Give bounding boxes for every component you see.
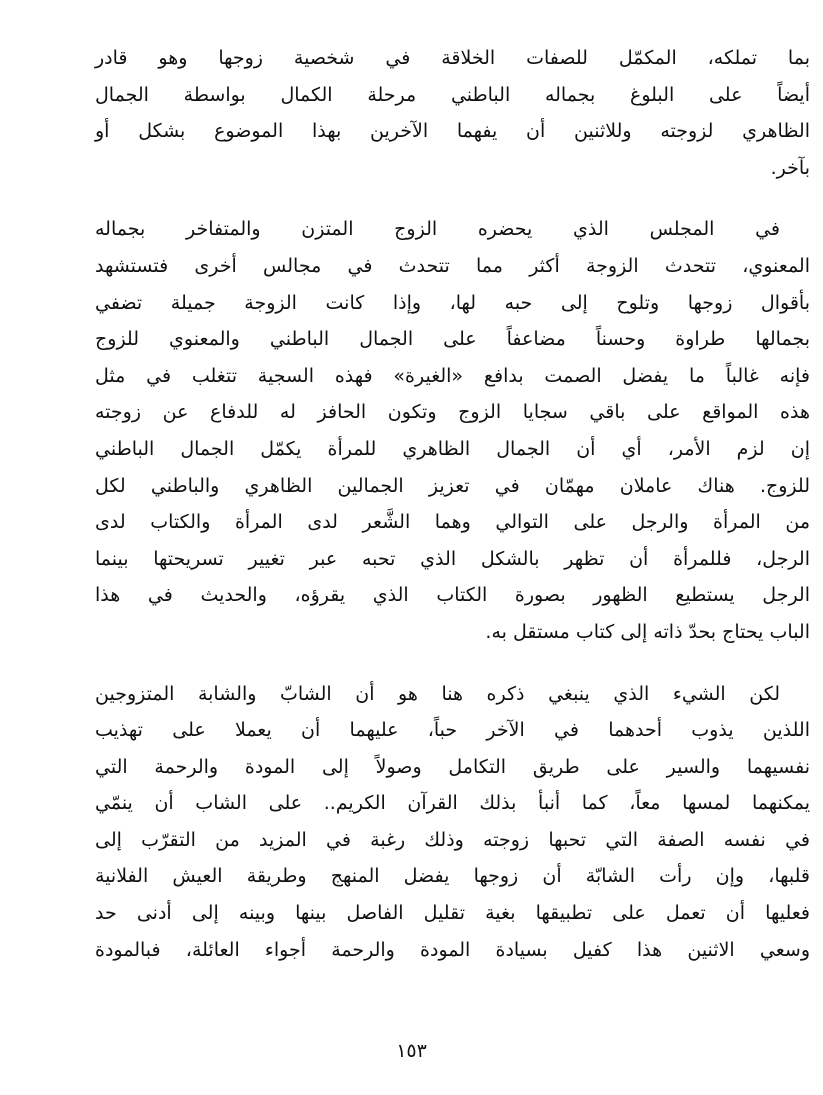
text-line: المعنوي، تتحدث الزوجة أكثر مما تتحدث في مجالس أخرى فتستشهد (95, 254, 810, 277)
text-line: من المرأة والرجل على التوالي وهما الشَّعر لدى المرأة والكتاب لدى (95, 511, 810, 534)
paragraph (95, 40, 810, 186)
text-line: هذه المواقع على باقي سجايا الزوج وتكون الحافز له للدفاع عن زوجته (95, 401, 810, 424)
text-line: الباب يحتاج بحدّ ذاته إلى كتاب مستقل به. (485, 620, 810, 643)
text-line: نفسيهما والسير على طريق التكامل وصولاً إلى المودة والرحمة التي (95, 755, 810, 778)
text-line: بجمالها طراوة وحسناً مضاعفاً على الجمال الباطني والمعنوي للزوج (95, 328, 810, 351)
text-line: لكن الشيء الذي ينبغي ذكره هنا هو أن الشابّ والشابة المتزوجين (95, 682, 780, 705)
text-line: فإنه غالباً ما يفضل الصمت بدافع «الغيرة» فهذه السجية تتغلب في مثل (95, 364, 810, 387)
text-line: الرجل يستطيع الظهور بصورة الكتاب الذي يقرؤه، والحديث في هذا (95, 584, 810, 607)
text-line: أيضاً على البلوغ بجماله الباطني مرحلة الكمال بواسطة الجمال (95, 83, 810, 106)
page-body (95, 40, 810, 993)
text-line: يمكنهما لمسها معاً، كما أنبأ بذلك القرآن الكريم.. على الشاب أن ينمّي (95, 792, 810, 815)
text-line: في نفسه الصفة التي تحبها زوجته وذلك رغبة في المزيد من التقرّب إلى (95, 828, 810, 851)
paragraph (95, 676, 810, 969)
text-line: بما تملكه، المكمّل للصفات الخلاقة في شخصية زوجها وهو قادر (95, 47, 810, 69)
text-line: الظاهري لزوجته وللاثنين أن يفهما الآخرين بهذا الموضوع بشكل أو (95, 120, 810, 143)
text-line: الرجل، فللمرأة أن تظهر بالشكل الذي تحبه عبر تغيير تسريحتها بينما (95, 547, 810, 570)
paragraph (95, 211, 810, 650)
text-line: فعليها أن تعمل على تطبيقها بغية تقليل الفاصل بينها وبينه إلى أدنى حد (95, 902, 810, 925)
text-line: في المجلس الذي يحضره الزوج المتزن والمتفاخر بجماله (95, 218, 780, 241)
text-line: بأقوال زوجها وتلوح إلى حبه لها، وإذا كانت الزوجة جميلة تضفي (95, 291, 810, 314)
page-number: ١٥٣ (396, 1040, 427, 1062)
text-line: إن لزم الأمر، أي أن الجمال الظاهري للمرأة يكمّل الجمال الباطني (95, 437, 810, 460)
text-line: وسعي الاثنين هذا كفيل بسيادة المودة والرحمة أجواء العائلة، فبالمودة (95, 938, 810, 961)
text-line: بآخر. (770, 156, 810, 179)
text-line: قلبها، وإن رأت الشابّة أن زوجها يفضل المنهج وطريقة العيش الفلانية (95, 865, 810, 888)
text-line: للزوج. هناك عاملان مهمّان في تعزيز الجمالين الظاهري والباطني لكل (95, 474, 810, 497)
text-line: اللذين يذوب أحدهما في الآخر حباً، عليهما أن يعملا على تهذيب (95, 719, 810, 742)
